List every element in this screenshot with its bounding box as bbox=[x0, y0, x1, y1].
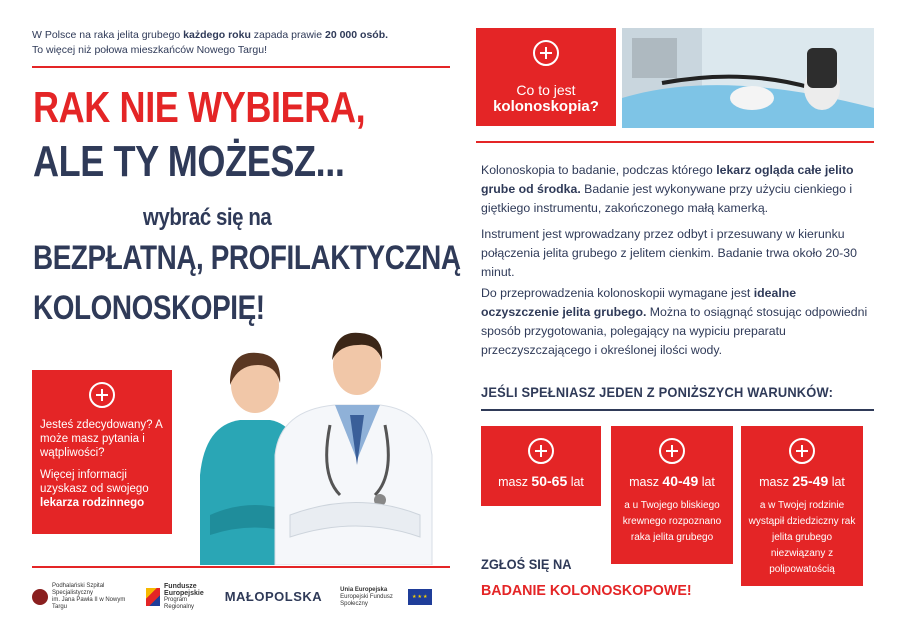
headline-line-3: wybrać się na bbox=[143, 204, 272, 231]
condition-description: a u Twojego bliskiego krewnego rozpoznano raka jelita grubego bbox=[622, 500, 722, 543]
intro-line-2: To więcej niż połowa mieszkańców Nowego Targu! bbox=[32, 44, 268, 56]
doctor-figure bbox=[275, 333, 432, 565]
intro-emphasis: 20 000 osób. bbox=[325, 29, 389, 41]
age-prefix: masz bbox=[629, 475, 663, 489]
eu-text: Unia Europejska bbox=[340, 586, 388, 593]
hospital-name: Podhalański Szpital Specjalistyczny bbox=[52, 583, 105, 596]
headline-line-5: KOLONOSKOPIĘ! bbox=[33, 289, 265, 327]
eu-text: Europejski Fundusz Społeczny bbox=[340, 593, 393, 607]
description-paragraph-2: Instrument jest wprowadzany przez odbyt i przesuwany w kierunku połączenia jelita grubego z jelitem cienkim. Badanie trwa około 20-30 minut. bbox=[481, 227, 857, 279]
age-suffix: lat bbox=[567, 475, 584, 489]
plus-icon bbox=[89, 382, 115, 408]
paragraph-emphasis: lekarz ogląda całe jelito grube od środka. bbox=[481, 163, 854, 196]
fund-text: Program Regionalny bbox=[164, 597, 195, 610]
age-condition-box bbox=[481, 426, 601, 506]
headline-line-1: RAK NIE WYBIERA, bbox=[33, 83, 366, 132]
info-box bbox=[32, 370, 172, 534]
info-more-emphasis: lekarza rodzinnego bbox=[40, 497, 145, 509]
condition-description: a w Twojej rodzinie wystąpił dziedziczny rak jelita grubego niezwiązany z polipowatością bbox=[748, 500, 856, 575]
cta-line-2: BADANIE KOLONOSKOPOWE! bbox=[481, 582, 692, 599]
info-question: Jesteś zdecydowany? A może masz pytania i wątpliwości? bbox=[40, 419, 163, 459]
what-is-line-1: Co to jest bbox=[516, 82, 576, 98]
age-range bbox=[481, 474, 601, 490]
eu-funds-icon bbox=[146, 588, 160, 606]
colonoscopy-photo bbox=[622, 28, 874, 128]
info-more bbox=[40, 468, 164, 510]
plus-icon bbox=[659, 438, 685, 464]
plus-icon bbox=[528, 438, 554, 464]
age-prefix: masz bbox=[759, 475, 793, 489]
what-is-box bbox=[476, 28, 616, 126]
conditions-heading: JEŚLI SPEŁNIASZ JEDEN Z PONIŻSZYCH WARUNKÓW: bbox=[481, 384, 834, 400]
hospital-emblem-icon bbox=[32, 589, 48, 605]
age-condition-box bbox=[741, 426, 863, 586]
age-prefix: masz bbox=[498, 475, 532, 489]
age-value: 50-65 bbox=[531, 473, 568, 489]
paragraph-text: Można to osiągnąć stosując odpowiedni sposób przygotowania, polegający na wypiciu preparatu przeczyszczającego i określonej ilości wody. bbox=[481, 305, 868, 357]
description-paragraph-3 bbox=[481, 284, 876, 360]
age-value: 25-49 bbox=[792, 473, 829, 489]
eu-funds-logo bbox=[146, 583, 207, 611]
paragraph-text: Kolonoskopia to badanie, podczas którego bbox=[481, 163, 717, 177]
info-more-text: Więcej informacji uzyskasz od swojego bbox=[40, 469, 149, 495]
paragraph-text: Badanie jest wykonywane przy użyciu cienkiego i giętkiego instrumentu, zakończonego małą kamerką. bbox=[481, 182, 853, 215]
intro-line-1 bbox=[32, 28, 432, 43]
divider bbox=[32, 566, 450, 568]
intro-text bbox=[32, 28, 432, 58]
age-range bbox=[611, 474, 733, 490]
plus-icon bbox=[789, 438, 815, 464]
hospital-subtitle: im. Jana Pawła II w Nowym Targu bbox=[52, 597, 126, 610]
age-condition-box bbox=[611, 426, 733, 564]
doctors-illustration bbox=[180, 325, 450, 565]
age-suffix: lat bbox=[828, 475, 845, 489]
age-suffix: lat bbox=[698, 475, 715, 489]
intro-emphasis: każdego roku bbox=[183, 29, 251, 41]
paragraph-emphasis: idealne oczyszczenie jelita grubego. bbox=[481, 286, 797, 319]
headline-line-2: ALE TY MOŻESZ... bbox=[33, 137, 345, 186]
hospital-logo bbox=[32, 583, 128, 611]
fund-text: Fundusze bbox=[164, 583, 197, 590]
eu-logo bbox=[340, 587, 432, 608]
malopolska-logo: MAŁOPOLSKA bbox=[224, 589, 323, 604]
paragraph-text: Do przeprowadzenia kolonoskopii wymagane jest bbox=[481, 286, 754, 300]
partner-logos bbox=[32, 580, 432, 614]
intro-text-part: zapada prawie bbox=[250, 29, 325, 41]
eu-flag-icon bbox=[408, 589, 432, 605]
cta-line-1: ZGŁOŚ SIĘ NA bbox=[481, 557, 572, 572]
description-paragraph-1 bbox=[481, 161, 876, 218]
intro-text-part: W Polsce na raka jelita grubego bbox=[32, 29, 184, 41]
plus-icon bbox=[533, 40, 559, 66]
divider bbox=[476, 141, 874, 143]
divider bbox=[32, 66, 450, 68]
headline-line-4: BEZPŁATNĄ, PROFILAKTYCZNĄ bbox=[33, 239, 461, 277]
age-value: 40-49 bbox=[662, 473, 699, 489]
divider bbox=[481, 409, 874, 411]
age-range bbox=[741, 474, 863, 490]
what-is-line-2: kolonoskopia? bbox=[493, 98, 599, 115]
fund-text: Europejskie bbox=[164, 590, 204, 597]
